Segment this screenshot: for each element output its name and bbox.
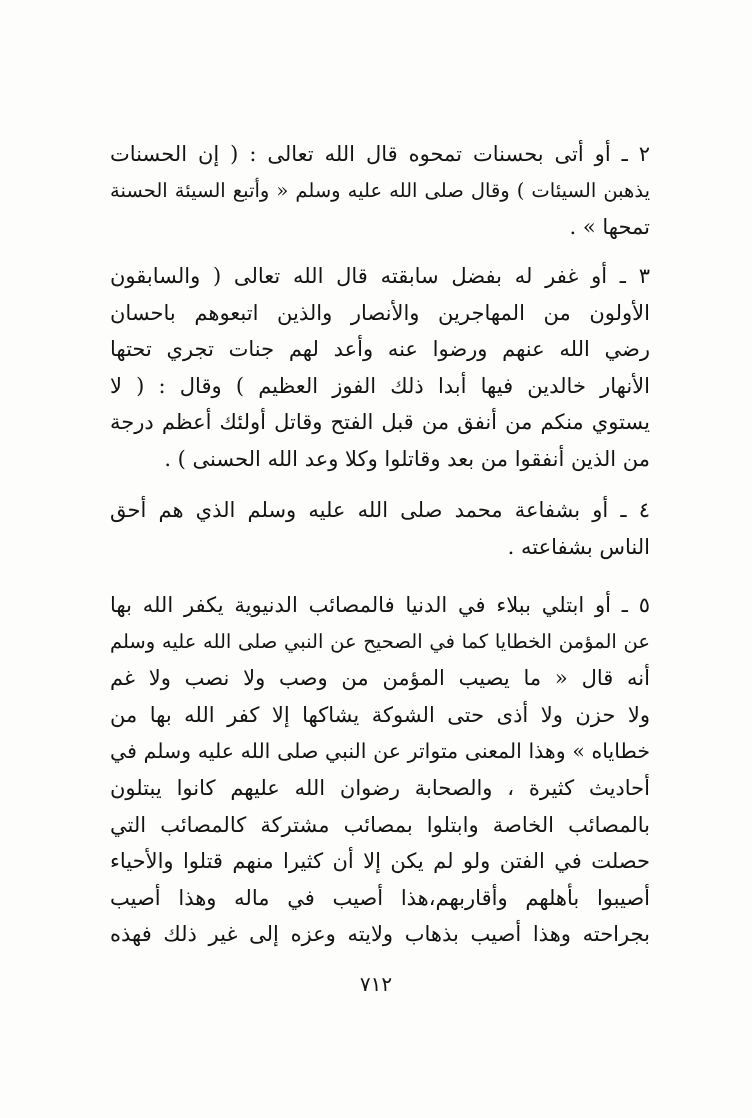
text-line: من الذين أنفقوا من بعد وقاتلوا وكلا وعد الله الحسنى ) . — [164, 446, 650, 471]
page-number: ٧١٢ — [359, 972, 393, 996]
text-line: تمحها » . — [569, 215, 650, 240]
text-line: ولا حزن ولا أذى حتى الشوكة يشاكها إلا كفر الله بها من — [110, 702, 650, 727]
text-line: الناس بشفاعته . — [507, 534, 650, 559]
text-line: الأنهار خالدين فيها أبدا ذلك الفوز العظيم ) وقال : ( لا — [110, 373, 650, 398]
text-line: ٤ ـ أو بشفاعة محمد صلى الله عليه وسلم الذي هم أحق — [110, 498, 650, 522]
paragraph-point-3 — [110, 258, 650, 478]
paragraph-point-2 — [110, 136, 650, 246]
text-line: يذهبن السيئات ) وقال صلى الله عليه وسلم « وأتبع السيئة الحسنة — [110, 178, 650, 202]
text-line: أصيبوا بأهلهم وأقاربهم،هذا أصيب في ماله وهذا أصيب — [110, 885, 650, 910]
text-line: رضي الله عنهم ورضوا عنه وأعد لهم جنات تجري تحتها — [110, 337, 650, 362]
text-line: الأولون من المهاجرين والأنصار والذين اتبعوهم باحسان — [110, 300, 650, 325]
text-line: عن المؤمن الخطايا كما في الصحيح عن النبي صلى الله عليه وسلم — [110, 629, 650, 653]
text-line: خطاياه » وهذا المعنى متواتر عن النبي صلى الله عليه وسلم في — [110, 739, 650, 764]
paragraph-point-4 — [110, 492, 650, 565]
paragraph-point-5 — [110, 587, 650, 953]
text-line: ٥ ـ أو ابتلي ببلاء في الدنيا فالمصائب الدنيوية يكفر الله بها — [110, 593, 650, 617]
text-line: أنه قال « ما يصيب المؤمن من وصب ولا نصب ولا غم — [110, 666, 650, 691]
text-line: ٢ ـ أو أتى بحسنات تمحوه قال الله تعالى : ( إن الحسنات — [110, 142, 650, 166]
text-line: بالمصائب الخاصة وابتلوا بمصائب مشتركة كالمصائب التي — [110, 812, 650, 837]
text-line: بجراحته وهذا أصيب بذهاب ولايته وعزه إلى غير ذلك فهذه — [110, 922, 650, 947]
text-line: ٣ ـ أو غفر له بفضل سابقته قال الله تعالى ( والسابقون — [110, 264, 650, 288]
text-line: يستوي منكم من أنفق من قبل الفتح وقاتل أولئك أعظم درجة — [110, 410, 650, 435]
text-line: أحاديث كثيرة ، والصحابة رضوان الله عليهم كانوا يبتلون — [110, 775, 650, 800]
text-line: حصلت في الفتن ولو لم يكن إلا أن كثيرا منهم قتلوا والأحياء — [110, 849, 650, 874]
